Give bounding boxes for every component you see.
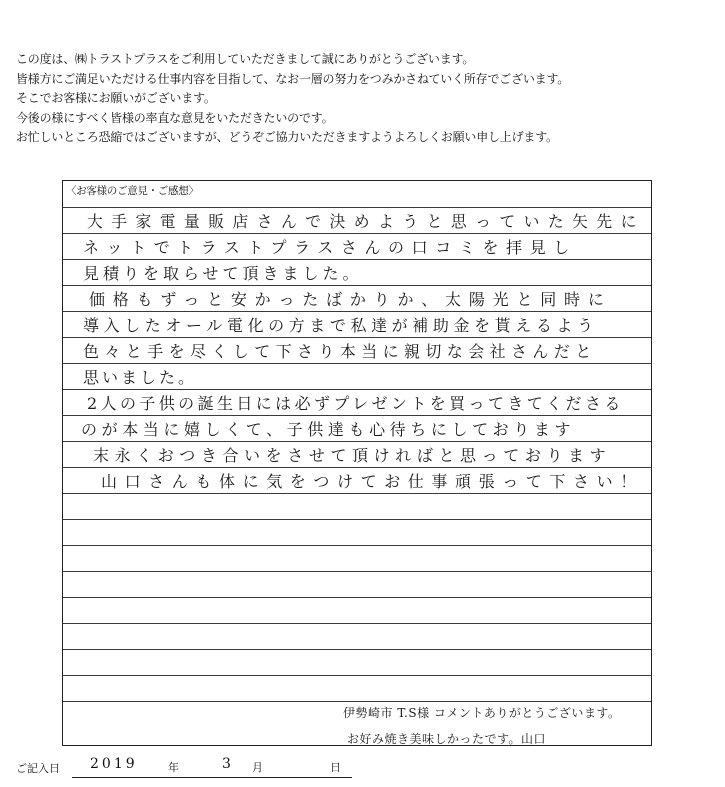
date-row (0, 755, 360, 779)
ruled-line (63, 285, 651, 286)
date-day-unit: 日 (330, 761, 341, 774)
intro-line: そこでお客様にお願いがございます。 (16, 91, 216, 106)
ruled-line (63, 311, 651, 312)
intro-line: 今後の様にすべく皆様の率直な意見をいただきたいのです。 (16, 110, 334, 125)
handwritten-line: 2人の子供の誕生日には必ずプレゼントを買ってきてくださる (87, 394, 624, 413)
date-year-unit: 年 (168, 761, 179, 774)
handwritten-line: 導入したオール電化の方まで私達が補助金を貰えるよう (83, 316, 598, 335)
ruled-line (63, 415, 651, 416)
date-underline (72, 777, 352, 778)
ruled-line (63, 389, 651, 390)
ruled-line (63, 545, 651, 546)
date-month-unit: 月 (252, 761, 263, 774)
comment-box-label: 〈お客様のご意見・ご感想〉 (66, 185, 199, 197)
intro-text (16, 50, 716, 148)
ruled-line (63, 493, 651, 494)
handwritten-line: 大手家電量販店さんで決めようと思っていた矢先に (87, 212, 645, 231)
ruled-line (63, 259, 651, 260)
date-month: 3 (222, 756, 234, 772)
ruled-line (63, 233, 651, 234)
handwritten-line: 末永くおつき合いをさせて頂ければと思っております (93, 446, 612, 465)
ruled-line (63, 441, 651, 442)
handwritten-line: 価格もずっと安かったばかりか、太陽光と同時に (89, 290, 612, 309)
date-year: 2019 (90, 756, 138, 772)
intro-line: 皆様方にご満足いただける仕事内容を目指して、なお一層の努力をつみかさねていく所存でございます。 (16, 71, 570, 86)
handwritten-line: 山口さんも体に気をつけてお仕事頑張って下さい！ (101, 472, 644, 491)
handwritten-line: 色々と手を尽くして下さり本当に親切な会社さんだと (83, 342, 597, 361)
ruled-line (63, 337, 651, 338)
ruled-line (63, 467, 651, 468)
handwritten-line: ネットでトラストプラスさんの口コミを拝見し (83, 238, 577, 257)
date-label: ご記入日 (16, 762, 60, 775)
ruled-line (63, 363, 651, 364)
handwritten-line: 見積りを取らせて頂きました。 (83, 264, 363, 283)
ruled-line (63, 207, 651, 208)
intro-line: お忙しいところ恐縮ではございますが、どうぞご協力いただきますようよろしくお願い申し上げます。 (16, 130, 558, 145)
ruled-line (63, 675, 651, 676)
intro-line: この度は、㈱トラストプラスをご利用していただきまして誠にありがとうございます。 (16, 52, 475, 66)
ruled-line (63, 597, 651, 598)
ruled-line (63, 571, 651, 572)
ruled-line (63, 519, 651, 520)
ruled-line (63, 701, 651, 702)
ruled-line (63, 649, 651, 650)
handwritten-line: 思いました。 (83, 368, 198, 387)
ruled-line (63, 623, 651, 624)
comment-box (62, 180, 652, 746)
reply-line: 伊勢崎市 T.S様 コメントありがとうございます。 (343, 706, 621, 720)
handwritten-line: のが本当に嬉しくて、子供達も心待ちにしております (81, 420, 576, 439)
reply-line: お好み焼き美味しかったです。山口 (347, 732, 547, 746)
